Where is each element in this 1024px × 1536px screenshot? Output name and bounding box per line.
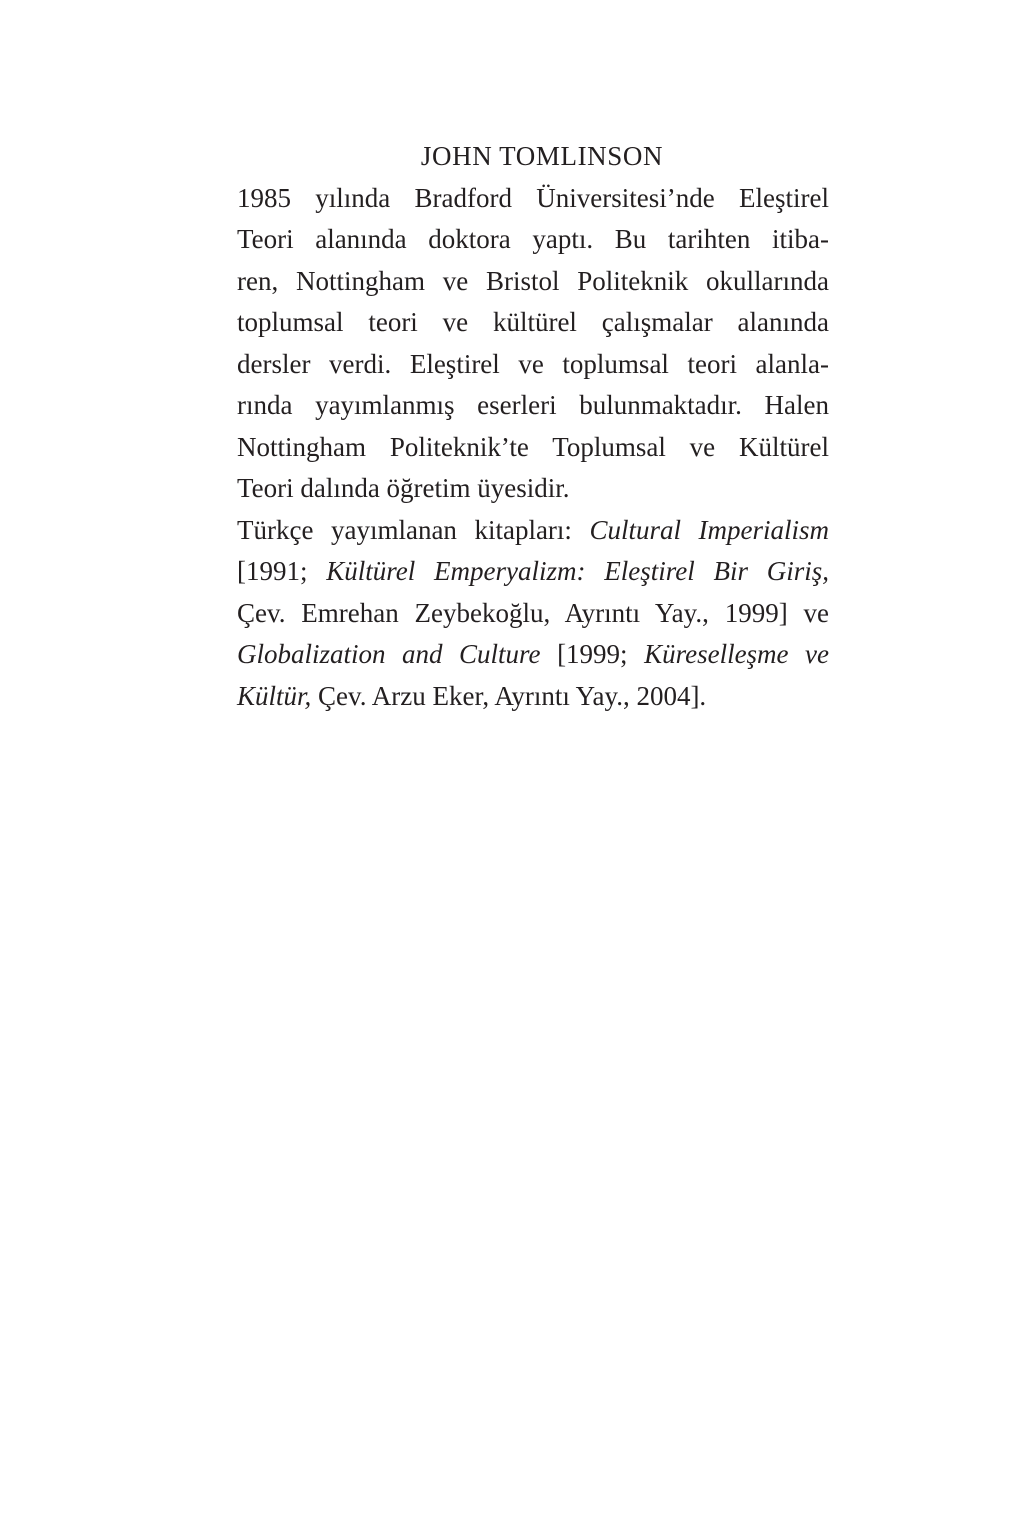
books-line-4 <box>237 634 829 676</box>
book1-details: Çev. Emrehan Zeybekoğlu, Ayrıntı Yay., 1999] ve <box>237 597 829 628</box>
book2-details: Çev. Arzu Eker, Ayrıntı Yay., 2004]. <box>318 680 707 711</box>
bio-line: toplumsal teori ve kültürel çalışmalar alanında <box>237 307 829 337</box>
author-bio-block <box>237 136 829 717</box>
bio-line: rında yayımlanmış eserleri bulunmaktadır. Halen <box>237 390 829 420</box>
book2-turkish-title-part2: Kültür, <box>237 680 312 711</box>
bio-line: Teori alanında doktora yaptı. Bu tarihten itiba- <box>237 224 829 254</box>
books-line-1 <box>237 510 829 552</box>
bio-line: 1985 yılında Bradford Üniversitesi’nde Eleştirel <box>237 182 829 213</box>
books-intro: Türkçe yayımlanan kitapları: <box>237 514 572 545</box>
book1-year: [1991; <box>237 556 308 586</box>
book2-year: [1999; <box>557 639 628 669</box>
book2-original-title: Globalization and Culture <box>237 639 541 669</box>
books-line-2 <box>237 551 829 593</box>
book1-original-title: Cultural Imperialism <box>589 514 830 545</box>
bio-line: ren, Nottingham ve Bristol Politeknik okullarında <box>237 265 829 296</box>
book2-turkish-title-part1: Küreselleşme ve <box>644 639 830 669</box>
bio-line: dersler verdi. Eleştirel ve toplumsal teori alanla- <box>237 348 829 379</box>
books-line-5 <box>237 676 829 718</box>
author-name: JOHN TOMLINSON <box>420 141 664 171</box>
bio-line: Teori dalında öğretim üyesidir. <box>237 473 570 503</box>
book1-turkish-title: Kültürel Emperyalizm: Eleştirel Bir Giriş, <box>326 556 830 586</box>
books-line-3 <box>237 593 829 635</box>
bio-line: Nottingham Politeknik’te Toplumsal ve Kültürel <box>237 431 829 462</box>
